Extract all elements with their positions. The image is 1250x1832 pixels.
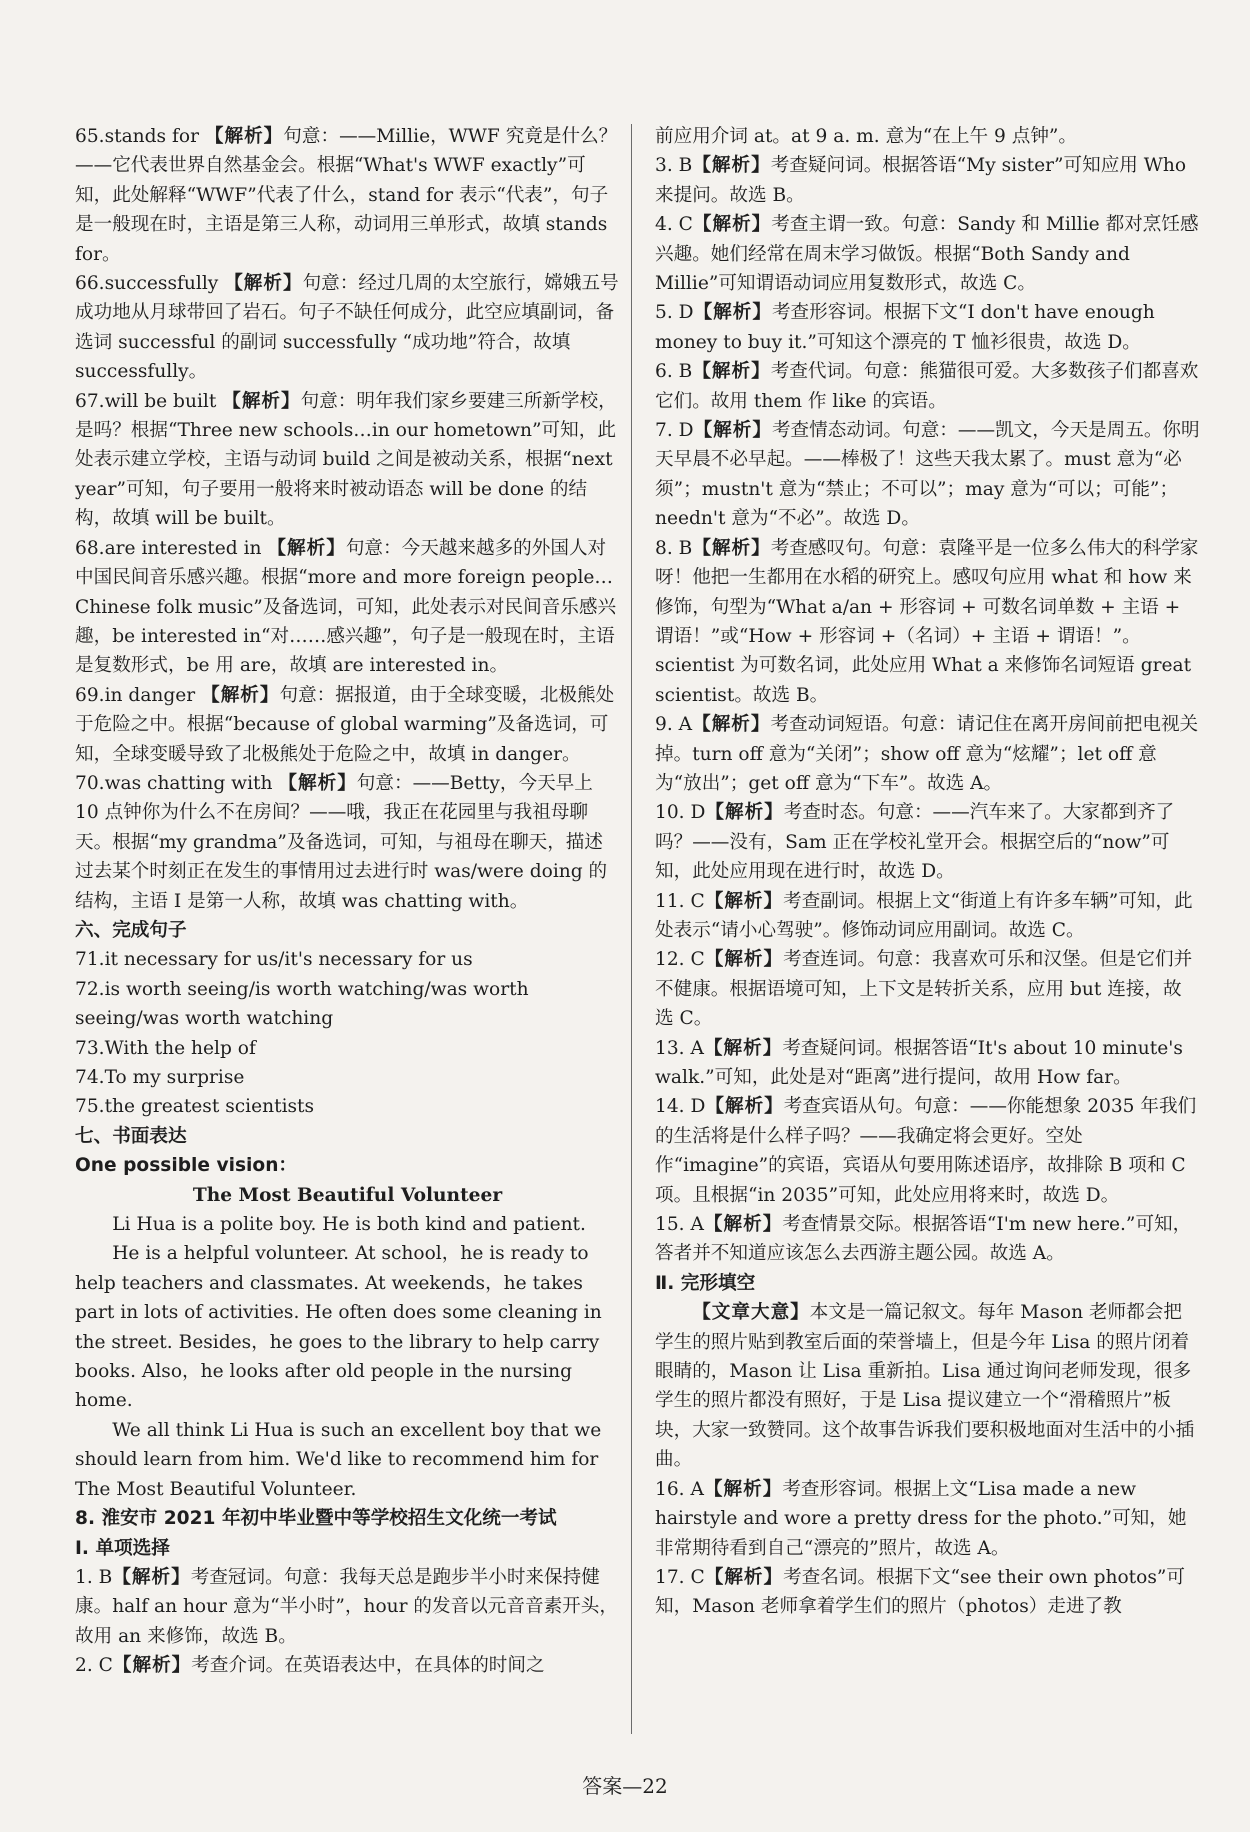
- part-heading: Ⅰ. 单项选择: [75, 1537, 170, 1559]
- choice-item: [655, 1034, 1200, 1093]
- choice-item: [655, 416, 1200, 534]
- item-text: 句意：今天越来越多的外国人对中国民间音乐感兴趣。根据“more and more foreign people…Chinese folk music”及备选词，可知，此处表示对民间音乐感兴趣，be interested in“对……感兴趣”，句子是一般现在时，主语是复数形式，be 用 are，故填 are interested in。: [75, 537, 617, 677]
- item-answer: was chatting with: [104, 772, 279, 794]
- item-number: 75.: [75, 1096, 105, 1118]
- item-number: 11. C: [655, 890, 705, 912]
- item-answer: successfully: [104, 273, 225, 295]
- continuation-text: 前应用介词 at。at 9 a. m. 意为“在上午 9 点钟”。: [655, 126, 1078, 147]
- answer-item: [75, 681, 620, 769]
- analysis-tag: 【解析】: [222, 390, 301, 412]
- analysis-tag: 【解析】: [224, 273, 303, 295]
- item-number: 17. C: [655, 1566, 705, 1588]
- column-divider: [631, 124, 632, 1734]
- item-number: 8. B: [655, 537, 693, 559]
- item-answer: will be built: [104, 390, 223, 412]
- analysis-tag: 【解析】: [704, 890, 784, 912]
- analysis-tag: 【解析】: [112, 1566, 191, 1588]
- item-number: 16. A: [655, 1478, 704, 1500]
- analysis-tag: 【解析】: [704, 949, 784, 971]
- summary-paragraph: [655, 1298, 1200, 1474]
- item-text: 考查疑问词。根据答语“It's about 10 minute's walk.”可知，此处是对“距离”进行提问，故用 How far。: [655, 1037, 1183, 1088]
- item-number: 10. D: [655, 802, 706, 824]
- item-number: 1. B: [75, 1566, 113, 1588]
- item-number: 4. C: [655, 214, 693, 236]
- analysis-tag: 【解析】: [693, 302, 772, 324]
- item-text: With the help of: [104, 1037, 256, 1059]
- item-number: 5. D: [655, 302, 694, 324]
- cloze-item: [655, 1475, 1200, 1563]
- analysis-tag: 【解析】: [692, 155, 771, 177]
- essay-paragraph: We all think Li Hua is such an excellent boy that we should learn from him. We'd like to recommend him for The Most Beautiful Volunteer.: [75, 1419, 602, 1500]
- item-text: 考查介词。在英语表达中，在具体的时间之: [191, 1655, 545, 1677]
- item-text: 考查代词。句意：熊猫很可爱。大多数孩子们都喜欢它们。故用 them 作 like 的宾语。: [655, 361, 1199, 412]
- item-number: 6. B: [655, 361, 693, 383]
- choice-item: [655, 298, 1200, 357]
- sentence-item: [75, 945, 620, 974]
- item-text: 考查感叹句。句意：袁隆平是一位多么伟大的科学家呀！他把一生都用在水稻的研究上。感叹句应用 what 和 how 来修饰，句型为“What a/an + 形容词 + 可数名词单数 + 主语 + 谓语！”或“How + 形容词 +（名词）+ 主语 + 谓语！”。scientist 为可数名词，此处应用 What a 来修饰名词短语 great scientist。故选 B。: [655, 537, 1199, 706]
- sentence-item: [75, 1063, 620, 1092]
- item-text: 考查副词。根据上文“街道上有许多车辆”可知，此处表示“请小心驾驶”。修饰动词应用副词。故选 C。: [655, 890, 1193, 941]
- analysis-tag: 【解析】: [692, 214, 772, 236]
- exam-heading: 8. 淮安市 2021 年初中毕业暨中等学校招生文化统一考试: [75, 1508, 557, 1530]
- summary-tag: 【文章大意】: [692, 1302, 810, 1324]
- item-text: 考查名词。根据下文“see their own photos”可知，Mason 老师拿着学生们的照片（photos）走进了教: [655, 1566, 1185, 1618]
- item-text: 句意：——Betty，今天早上 10 点钟你为什么不在房间？——哦，我正在花园里与我祖母聊天。根据“my grandma”及备选词，可知，与祖母在聊天，描述过去某个时刻正在发生的事情用过去进行时 was/were doing 的结构，主语 I 是第一人称，故填 was chatting with。: [75, 772, 608, 912]
- essay-paragraph: Li Hua is a polite boy. He is both kind and patient.: [112, 1214, 586, 1236]
- item-text: 句意：经过几周的太空旅行，嫦娥五号成功地从月球带回了岩石。句子不缺任何成分，此空应填副词，备选词 successful 的副词 successfully “成功地”符合，故填 successfully。: [75, 273, 619, 383]
- analysis-tag: 【解析】: [267, 537, 346, 559]
- item-text: it necessary for us/it's necessary for us: [104, 949, 473, 971]
- item-answer: are interested in: [104, 537, 268, 559]
- item-number: 66.: [75, 273, 105, 295]
- item-number: 72.: [75, 978, 105, 1000]
- item-text: 句意：据报道，由于全球变暖，北极熊处于危险之中。根据“because of global warming”及备选词，可知，全球变暖导致了北极熊处于危险之中，故填 in danger。: [75, 684, 615, 765]
- sentence-item: [75, 975, 620, 1034]
- analysis-tag: 【解析】: [201, 684, 280, 706]
- analysis-tag: 【解析】: [705, 802, 784, 824]
- choice-item: [655, 357, 1200, 416]
- page-footer: 答案—22: [582, 1774, 668, 1798]
- item-number: 9. A: [655, 714, 693, 736]
- choice-item: [655, 887, 1200, 946]
- sentence-item: [75, 1034, 620, 1063]
- item-number: 73.: [75, 1037, 105, 1059]
- analysis-tag: 【解析】: [703, 1478, 783, 1500]
- analysis-tag: 【解析】: [204, 126, 284, 147]
- analysis-tag: 【解析】: [704, 1566, 784, 1588]
- item-number: 70.: [75, 772, 105, 794]
- item-number: 2. C: [75, 1655, 113, 1677]
- analysis-tag: 【解析】: [705, 1096, 784, 1118]
- choice-item: [655, 1210, 1200, 1269]
- right-column: [655, 122, 1200, 1622]
- answer-item: [75, 122, 620, 269]
- item-text: 句意：明年我们家乡要建三所新学校，是吗？根据“Three new schools…in our hometown”可知，此处表示建立学校，主语与动词 build 之间是被动关系，根据“next year”可知，句子要用一般将来时被动语态 will be done 的结构，故填 will be built。: [75, 390, 617, 530]
- analysis-tag: 【解析】: [278, 772, 357, 794]
- item-text: 考查疑问词。根据答语“My sister”可知应用 Who 来提问。故选 B。: [655, 155, 1187, 206]
- item-number: 7. D: [655, 420, 694, 442]
- item-text: 考查时态。句意：——汽车来了。大家都到齐了吗？——没有，Sam 正在学校礼堂开会。根据空后的“now”可知，此处应用现在进行时，故选 D。: [655, 802, 1175, 883]
- choice-item: [655, 710, 1200, 798]
- cloze-item: [655, 1563, 1200, 1622]
- vision-label: One possible vision：: [75, 1155, 298, 1177]
- answer-item: [75, 387, 620, 534]
- answer-item: [75, 269, 620, 387]
- analysis-tag: 【解析】: [692, 537, 771, 559]
- left-column: [75, 122, 620, 1681]
- choice-item: [655, 534, 1200, 710]
- item-number: 14. D: [655, 1096, 706, 1118]
- analysis-tag: 【解析】: [692, 361, 771, 383]
- item-number: 68.: [75, 537, 105, 559]
- essay-title: The Most Beautiful Volunteer: [192, 1184, 503, 1206]
- item-number: 13. A: [655, 1037, 704, 1059]
- item-number: 15. A: [655, 1214, 704, 1236]
- item-text: 考查冠词。句意：我每天总是跑步半小时来保持健康。half an hour 意为“半小时”，hour 的发音以元音音素开头，故用 an 来修饰，故选 B。: [75, 1566, 618, 1647]
- analysis-tag: 【解析】: [112, 1655, 192, 1677]
- analysis-tag: 【解析】: [703, 1037, 783, 1059]
- item-number: 3. B: [655, 155, 693, 177]
- item-text: 考查动词短语。句意：请记住在离开房间前把电视关掉。turn off 意为“关闭”；show off 意为“炫耀”；let off 意为“放出”；get off 意为“下车”。故选 A。: [655, 714, 1199, 794]
- essay-paragraph: He is a helpful volunteer. At school，he is ready to help teachers and classmates. At weekends，he takes part in lots of activities. He often does some cleaning in the street. Besides，he goes to the library to help carry books. Also，he looks after old people in the nursing home.: [75, 1243, 602, 1412]
- item-number: 71.: [75, 949, 105, 971]
- answer-item: [75, 769, 620, 916]
- item-text: 考查形容词。根据上文“Lisa made a new hairstyle and wore a pretty dress for the photo.”可知，她非常期待看到自己“漂亮的”照片，故选 A。: [655, 1478, 1187, 1559]
- item-number: 12. C: [655, 949, 705, 971]
- item-text: 考查情景交际。根据答语“I'm new here.”可知，答者并不知道应该怎么去西游主题公园。故选 A。: [655, 1214, 1192, 1265]
- analysis-tag: 【解析】: [692, 714, 771, 736]
- item-text: To my surprise: [104, 1067, 245, 1088]
- item-text: 考查宾语从句。句意：——你能想象 2035 年我们的生活将是什么样子吗？——我确定将会更好。空处作“imagine”的宾语，宾语从句要用陈述语序，故排除 B 项和 C 项。且根据“in 2035”可知，此处应用将来时，故选 D。: [655, 1096, 1197, 1206]
- sentence-item: [75, 1092, 620, 1121]
- item-text: is worth seeing/is worth watching/was worth seeing/was worth watching: [75, 978, 529, 1030]
- choice-item: [655, 945, 1200, 1033]
- item-number: 69.: [75, 684, 105, 706]
- item-text: 考查形容词。根据下文“I don't have enough money to buy it.”可知这个漂亮的 T 恤衫很贵，故选 D。: [655, 302, 1155, 353]
- answer-item: [75, 534, 620, 681]
- choice-item: [655, 151, 1200, 210]
- choice-item: [655, 798, 1200, 886]
- item-number: 74.: [75, 1067, 105, 1088]
- section-heading: 六、完成句子: [75, 919, 187, 941]
- item-text: 考查连词。句意：我喜欢可乐和汉堡。但是它们并不健康。根据语境可知，上下文是转折关系，应用 but 连接，故选 C。: [655, 949, 1193, 1030]
- choice-item: [655, 1092, 1200, 1210]
- analysis-tag: 【解析】: [693, 420, 772, 442]
- part-heading: Ⅱ. 完形填空: [655, 1272, 756, 1294]
- item-answer: stands for: [104, 126, 205, 147]
- item-number: 67.: [75, 390, 105, 412]
- item-number: 65.: [75, 126, 105, 147]
- analysis-tag: 【解析】: [703, 1214, 783, 1236]
- item-text: 句意：——Millie，WWF 究竟是什么？——它代表世界自然基金会。根据“What's WWF exactly”可知，此处解释“WWF”代表了什么，stand for 表示“代表”，句子是一般现在时，主语是第三人称，动词用三单形式，故填 stands for。: [75, 126, 618, 265]
- choice-item: [75, 1563, 620, 1651]
- choice-item: [75, 1651, 620, 1680]
- item-text: the greatest scientists: [104, 1096, 315, 1118]
- choice-item: [655, 210, 1200, 298]
- item-answer: in danger: [104, 684, 202, 706]
- item-text: 考查主谓一致。句意：Sandy 和 Millie 都对烹饪感兴趣。她们经常在周末学习做饭。根据“Both Sandy and Millie”可知谓语动词应用复数形式，故选 C。: [655, 214, 1199, 295]
- section-heading: 七、书面表达: [75, 1125, 187, 1147]
- item-text: 考查情态动词。句意：——凯文，今天是周五。你明天早晨不必早起。——棒极了！这些天我太累了。must 意为“必须”；mustn't 意为“禁止；不可以”；may 意为“可以；可能”；needn't 意为“不必”。故选 D。: [655, 420, 1200, 530]
- summary-text: 本文是一篇记叙文。每年 Mason 老师都会把学生的照片贴到教室后面的荣誉墙上，但是今年 Lisa 的照片闭着眼睛的，Mason 让 Lisa 重新拍。Lisa 通过询问老师发现，很多学生的照片都没有照好，于是 Lisa 提议建立一个“滑稽照片”板块，大家一致赞同。这个故事告诉我们要积极地面对生活中的小插曲。: [655, 1302, 1195, 1471]
